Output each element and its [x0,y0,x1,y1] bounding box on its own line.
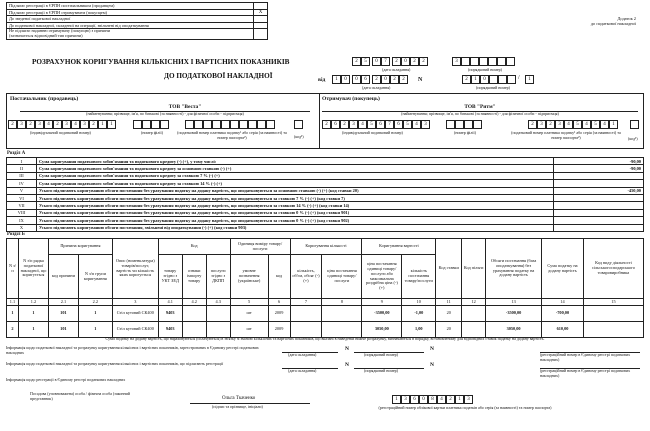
digit-cell[interactable]: 1 [525,75,534,84]
column-number: 1.1 [7,299,19,306]
cell-pqty: 1,00 [402,322,436,338]
digit-cell[interactable]: 1 [98,120,107,129]
digit-cell[interactable]: 3 [464,395,473,404]
reg-info-3: Інформація щодо реєстрації в Єдиному реєстрі податкових накладних [6,377,126,382]
digit-cell[interactable] [446,120,455,129]
registration-option-checkbox[interactable] [253,23,267,29]
digit-cell[interactable] [488,57,497,66]
digit-cell[interactable]: 8 [428,395,437,404]
digit-cell[interactable] [239,120,248,129]
digit-cell[interactable]: 3 [452,57,461,66]
document-number-cells [452,57,515,66]
reg1-n: N [345,346,349,352]
section-a-label: Усього підлягають коригуванню обсяги постачання без урахування податку на додану вартість, що оподатковуються за ставкою 7 % (-) (+) (код ставки 7) [37,194,554,201]
registration-option-label: До зведеної податкової накладної [9,16,71,21]
digit-cell[interactable]: 0 [352,75,361,84]
buyer-name: ТОВ "Ритм" [464,104,496,110]
digit-cell[interactable]: 2 [410,57,419,66]
cell-desc: Стіл кутовий СК400 [112,306,158,322]
column-number: 6 [268,299,290,306]
col-volume: Обсяги постачання (база оподаткування) без урахування податку на додану вартість [486,239,542,299]
cell-agro [583,322,643,338]
document-title-line1: РОЗРАХУНОК КОРИГУВАННЯ КІЛЬКІСНИХ І ВАРТІСНИХ ПОКАЗНИКІВ [32,58,290,66]
digit-cell[interactable] [630,120,639,129]
digit-cell[interactable]: 5 [367,120,376,129]
column-number: 12 [462,299,486,306]
digit-cell[interactable] [506,57,515,66]
section-a-value: -450,00 [554,187,644,194]
digit-cell[interactable] [497,57,506,66]
reg-info-2: Інформація щодо податкової накладної та розрахунку коригування кількісних і вартісних показників, що підлягають реєстрації [6,361,224,366]
digit-cell[interactable]: 6 [394,120,403,129]
cell-n: 2 [7,322,19,338]
column-number: 4.3 [206,299,230,306]
section-a-label: Усього підлягають коригуванню обсяги постачання без урахування податку на додану вартість, що оподатковуються за ставкою 14 % (-) (+) (код ставки 14) [37,202,554,209]
reg1-regnum-caption: (реєстраційний номер в Єдиному реєстрі податкових накладних) [540,352,631,362]
section-a-label: Сума коригування податкового зобов'язання та податкового кредиту за основною ставкою (-) (+) [37,165,554,172]
digit-cell[interactable] [294,120,303,129]
cell-rate: 20 [436,306,462,322]
buyer-heading: Отримувач (покупець) [322,96,380,102]
col-qty-corr: Коригування кількості [290,239,362,255]
column-number: 4.1 [158,299,182,306]
cell-reason: 101 [48,322,78,338]
signer-caption: (підпис та прізвище, ініціали) [212,404,263,409]
cell-pprice: -3500,00 [362,306,402,322]
section-a-row [7,158,644,165]
section-a-label: Усього підлягають коригуванню обсяги постачання без урахування податку на додану вартість, що оподатковуються за ставкою 0 % (-) (+) (код ставки 901) [37,209,554,216]
section-b-title: Розділ Б [7,232,25,237]
digit-cell[interactable]: 4 [412,120,421,129]
digit-cell[interactable] [230,120,239,129]
section-a-label: Усього підлягають коригуванню обсяги постачання без урахування податку на додану вартість, що оподатковуються за основною ставкою (-) (+) (код ставки 20) [37,187,554,194]
digit-cell[interactable]: 2 [322,120,331,129]
digit-cell[interactable]: 3 [401,395,410,404]
cell-ucode: 2009 [268,322,290,338]
digit-cell[interactable] [507,75,516,84]
cell-pqty: -1,00 [402,306,436,322]
nn-date-caption: (дата складання) [362,85,391,90]
section-a-row [7,217,644,224]
seller-tax-caption: (податковий номер платника податку¹ або серія (за наявності) та номер паспорта²) [177,130,287,140]
section-a-num: VII [7,202,37,209]
section-a-row [7,224,644,231]
document-date-cells [352,57,428,66]
column-number: 15 [583,299,643,306]
digit-cell[interactable]: 2 [340,120,349,129]
digit-cell[interactable] [266,120,275,129]
col-reason-code: код причини [48,255,78,299]
col-price-unit: ціна постачання одиниці товару/послуги або максимальна роздрібна ціна (-) (+) [362,255,402,299]
registration-option-sub: (зазначається відповідний тип причини) [9,32,83,38]
digit-cell[interactable]: 0 [480,75,489,84]
seller-heading: Постачальник (продавець) [10,96,79,102]
digit-cell[interactable]: 2 [89,120,98,129]
digit-cell[interactable]: 5 [361,57,370,66]
section-a-value: -90,00 [554,158,644,165]
column-number: 9 [362,299,402,306]
reg1-num-caption: (порядковий номер) [364,352,398,357]
digit-cell[interactable]: 2 [352,57,361,66]
digit-cell[interactable]: 3 [80,120,89,129]
digit-cell[interactable]: 2 [53,120,62,129]
section-a-label: Усього підлягають коригуванню обсяги постачання, звільнені від оподаткування (-) (+) (код ставки 903) [37,224,554,231]
buyer-ipn-caption: (індивідуальний податковий номер) [342,130,403,135]
digit-cell[interactable]: 3 [555,120,564,129]
digit-cell[interactable]: 3 [349,120,358,129]
digit-cell[interactable]: 3 [17,120,26,129]
registration-option-label: Не підлягає наданню отримувачу (покупцю) з причини [9,28,111,33]
digit-cell[interactable]: 2 [26,120,35,129]
footer-note: Суми податку на додану вартість, що нараховуються (сплачуються) в зв'язку зі зміною кількісних та вартісних показників, що вказані в наведеній нижче розрахунку, визначаються в порядку, встановленому для відповідних ставок податку на додану вартість. [105,336,545,341]
section-a-row [7,194,644,201]
from-label: від [318,77,326,83]
cell-nrow: 1 [18,322,48,338]
registration-option-checkbox[interactable] [253,29,267,39]
digit-cell[interactable] [455,120,464,129]
digit-cell[interactable]: 2 [8,120,17,129]
section-a-row [7,180,644,187]
cell-agro [583,306,643,322]
col-price-qty: кількість постачання товару/послуги [402,255,436,299]
buyer-name-caption: (найменування; прізвище, ім'я, по батькові (за наявності) - для фізичної особи - підприємця) [401,111,559,116]
buyer-branch-cells [446,120,482,129]
number-label: N [418,77,423,83]
digit-cell[interactable]: 3 [35,120,44,129]
digit-cell[interactable]: 0 [401,57,410,66]
table-row [7,306,644,322]
registration-option-label: Підлягає реєстрації в ЄРПН постачальником (продавцем) [9,3,115,8]
nn-number-caption: (порядковий номер) [476,85,510,90]
reg1-n2: N [430,346,434,352]
section-a-row [7,187,644,194]
digit-cell[interactable]: 5 [573,120,582,129]
digit-cell[interactable]: 7 [385,120,394,129]
column-number: 11 [436,299,462,306]
digit-cell[interactable]: 4 [44,120,53,129]
section-a-title: Розділ А [7,151,26,156]
buyer-code-caption: (код³) [628,136,638,141]
cell-qprice [322,306,362,322]
registration-option-checkbox[interactable] [253,3,267,9]
reg-info-1: Інформація щодо податкової накладної та розрахунку коригування кількісних і вартісних показників, зареєстрованих в Єдиному реєстрі податкових накладних [6,345,259,355]
column-number: 1.2 [18,299,48,306]
column-number: 2.1 [48,299,78,306]
digit-cell[interactable]: 3 [421,120,430,129]
digit-cell[interactable]: 2 [528,120,537,129]
cell-group: 1 [78,306,112,322]
registration-options-box [6,2,268,40]
column-number: 8 [322,299,362,306]
digit-cell[interactable] [464,120,473,129]
digit-cell[interactable]: 3 [537,120,546,129]
digit-cell[interactable] [470,57,479,66]
cell-volume: 3050,00 [486,322,542,338]
digit-cell[interactable]: 1 [455,395,464,404]
digit-cell[interactable]: 1 [107,120,116,129]
seller-name-caption: (найменування; прізвище, ім'я, по батькові (за наявності) - для фізичної особи - підприємця) [86,111,244,116]
key-cells [392,395,473,404]
seller-ipn-caption: (індивідуальний податковий номер) [30,130,91,135]
registration-option-checkbox[interactable]: X [253,10,267,16]
appendix-note [591,16,636,26]
section-a-value [554,172,644,179]
section-a-num: VIII [7,209,37,216]
col-excise: ознаки імпорту товару [182,255,206,299]
digit-cell[interactable] [248,120,257,129]
digit-cell[interactable] [473,120,482,129]
cell-ucode: 2009 [268,306,290,322]
section-a-value [554,180,644,187]
buyer-branch-caption: (номер філії) [454,130,476,135]
cell-unit: шт [230,322,268,338]
col-rate: Код ставки [436,239,462,299]
cell-dkpp [206,306,230,322]
digit-cell[interactable] [203,120,212,129]
seller-branch-caption: (номер філії) [141,130,163,135]
digit-cell[interactable]: 1 [332,75,341,84]
buyer-code-cell [630,120,639,129]
cell-pprice: 3050,00 [362,322,402,338]
col-nrow: N з/п рядка податкової накладної, що коригується [18,239,48,299]
digit-cell[interactable]: 6 [376,120,385,129]
digit-cell[interactable]: 1 [471,75,480,84]
section-a-label: Усього підлягають коригуванню обсяги постачання без урахування податку на додану вартість, що оподатковуються за ставкою 0 % (-) (+) (код ставки 902) [37,217,554,224]
digit-cell[interactable]: 1 [609,120,618,129]
signer-label: Посадова (уповноважена) особа / фізична особа (законний представник) [30,391,130,401]
col-unit: Одиниця виміру товару/послуги [230,239,290,255]
cell-benefit [462,306,486,322]
digit-cell[interactable]: 2 [462,75,471,84]
col-agro: Код виду діяльності сільськогосподарського товаровиробника [583,239,643,299]
col-unit-name: умовне позначення (українське) [230,255,268,299]
column-number: 4.2 [182,299,206,306]
section-a-row [7,172,644,179]
digit-cell[interactable] [212,120,221,129]
digit-cell[interactable]: 0 [372,57,381,66]
col-unit-code: код [268,255,290,299]
col-reason: Причина коригування [48,239,112,255]
nn-suffix-cell [525,75,534,84]
reg2-num-caption: (порядковий номер) [364,368,398,373]
section-a-num: II [7,165,37,172]
registration-option-label: Підлягає реєстрації в ЄРПН отримувачем (покупцем) [9,9,107,15]
digit-cell[interactable] [185,120,194,129]
column-number: 2.2 [78,299,112,306]
document-date-caption: (дата складання) [382,67,411,72]
cell-unit: шт [230,306,268,322]
digit-cell[interactable]: 2 [392,57,401,66]
digit-cell[interactable]: 2 [546,120,555,129]
cell-uktzed: 9403 [158,322,182,338]
cell-vat: 610,00 [542,322,584,338]
key-caption: (реєстраційний номер облікової картки платника податків або серія (за наявності) та номер паспорта) [378,405,552,410]
digit-cell[interactable]: 2 [419,57,428,66]
section-a-label: Сума коригування податкового зобов'язання та податкового кредиту за ставкою 14 % (-) (+) [37,180,554,187]
section-a-label: Сума коригування податкового зобов'язання та податкового кредиту за ставкою 7 % (-) (+) [37,172,554,179]
digit-cell[interactable]: 0 [381,75,390,84]
section-a-num: X [7,224,37,231]
digit-cell[interactable]: 0 [341,75,350,84]
reg1-date-caption: (дата складання) [288,352,317,357]
digit-cell[interactable]: 2 [372,75,381,84]
section-a-num: III [7,172,37,179]
cell-vat: -700,00 [542,306,584,322]
seller-ipn-cells [8,120,116,129]
digit-cell[interactable] [194,120,203,129]
cell-group: 1 [78,322,112,338]
column-number: 5 [230,299,268,306]
section-a-label: Сума коригування податкового зобов'язання та податкового кредиту (-) (+), у тому числі: [37,158,554,165]
reg2-n: N [345,362,349,368]
seller-code-caption: (код³) [294,134,304,139]
digit-cell[interactable]: 6 [410,395,419,404]
section-a-value [554,194,644,201]
section-a-row [7,209,644,216]
digit-cell[interactable]: 6 [331,120,340,129]
reg2-regnum-caption: (реєстраційний номер в Єдиному реєстрі податкових накладних) [540,368,631,378]
section-a-value: -90,00 [554,165,644,172]
col-n: N з/п [7,239,19,299]
col-reason-group: N з/п групи коригування [78,255,112,299]
document-title-line2: ДО ПОДАТКОВОЇ НАКЛАДНОЇ [164,72,273,80]
section-a-num: VI [7,194,37,201]
section-a-value [554,224,644,231]
digit-cell[interactable] [461,57,470,66]
digit-cell[interactable]: 7 [381,57,390,66]
cell-volume: -3500,00 [486,306,542,322]
digit-cell[interactable]: 0 [419,395,428,404]
cell-reason: 101 [48,306,78,322]
section-a-value [554,217,644,224]
digit-cell[interactable] [160,120,169,129]
registration-option-label: До податкової накладної, складеної на операції, звільнені від оподаткування [9,22,149,28]
buyer-ipn-cells [322,120,430,129]
col-qty-price: ціна постачання одиниці товару/послуги [322,255,362,299]
column-number: 3 [112,299,158,306]
digit-cell[interactable]: 4 [71,120,80,129]
cell-desc: Стіл кутовий СК400 [112,322,158,338]
column-number: 7 [290,299,322,306]
digit-cell[interactable]: 5 [591,120,600,129]
buyer-tax-cells [528,120,618,129]
col-benefit: Код пільги [462,239,486,299]
seller-branch-cells [133,120,169,129]
digit-cell[interactable]: 5 [403,120,412,129]
nn-suffix: / [518,75,520,81]
col-description: Опис (номенклатура) товарів/послуг, вартість чи кількість яких коригується [112,239,158,299]
section-a-table [6,157,644,232]
seller-tax-cells [185,120,275,129]
digit-cell[interactable]: 2 [399,75,408,84]
registration-option-4[interactable] [7,29,267,39]
seller-code-cell [294,120,303,129]
digit-cell[interactable]: 3 [62,120,71,129]
cell-rate: 20 [436,322,462,338]
digit-cell[interactable] [151,120,160,129]
digit-cell[interactable]: 4 [582,120,591,129]
digit-cell[interactable]: 4 [437,395,446,404]
reg2-n2: N [430,362,434,368]
digit-cell[interactable] [498,75,507,84]
seller-name: ТОВ "Веста" [168,104,202,110]
digit-cell[interactable] [221,120,230,129]
col-uktzed: товару згідно з УКТ ЗЕД [158,255,182,299]
col-qty-amount: кількість, об'єм, обсяг (-) (+) [290,255,322,299]
reg2-date-caption: (дата складання) [288,368,317,373]
digit-cell[interactable]: 4 [564,120,573,129]
appendix-line2: до податкової накладної [590,21,636,27]
digit-cell[interactable]: 2 [446,395,455,404]
col-dkpp: послуги згідно з ДКПП [206,255,230,299]
section-a-num: I [7,158,37,165]
nn-date-cells [332,75,408,84]
digit-cell[interactable]: 6 [361,75,370,84]
section-b-table [6,238,644,338]
digit-cell[interactable]: 1 [392,395,401,404]
appendix-line1: Додаток 2 [617,16,636,21]
digit-cell[interactable]: 4 [600,120,609,129]
document-number-caption: (порядковий номер) [468,67,502,72]
section-a-row [7,202,644,209]
cell-excise [182,306,206,322]
digit-cell[interactable]: 2 [390,75,399,84]
cell-n: 1 [7,306,19,322]
digit-cell[interactable] [133,120,142,129]
signer-name: Ольга Ткаченко [222,396,256,401]
section-a-value [554,209,644,216]
cell-qty [290,306,322,322]
digit-cell[interactable] [142,120,151,129]
col-price-corr: Коригування вартості [362,239,436,255]
nn-number-cells [462,75,516,84]
digit-cell[interactable] [489,75,498,84]
col-code: Код [158,239,230,255]
column-number: 14 [542,299,584,306]
column-number: 13 [486,299,542,306]
section-a-num: V [7,187,37,194]
cell-nrow: 1 [18,306,48,322]
digit-cell[interactable] [479,57,488,66]
buyer-tax-caption: (податковий номер платника податку¹ або серія (за наявності) та номер паспорта²) [511,130,621,140]
registration-option-checkbox[interactable] [253,16,267,22]
digit-cell[interactable]: 4 [358,120,367,129]
col-vat: Сума податку на додану вартість [542,239,584,299]
column-number: 10 [402,299,436,306]
section-a-num: IV [7,180,37,187]
section-a-num: IX [7,217,37,224]
cell-uktzed: 9403 [158,306,182,322]
section-a-value [554,202,644,209]
section-a-row [7,165,644,172]
digit-cell[interactable] [257,120,266,129]
